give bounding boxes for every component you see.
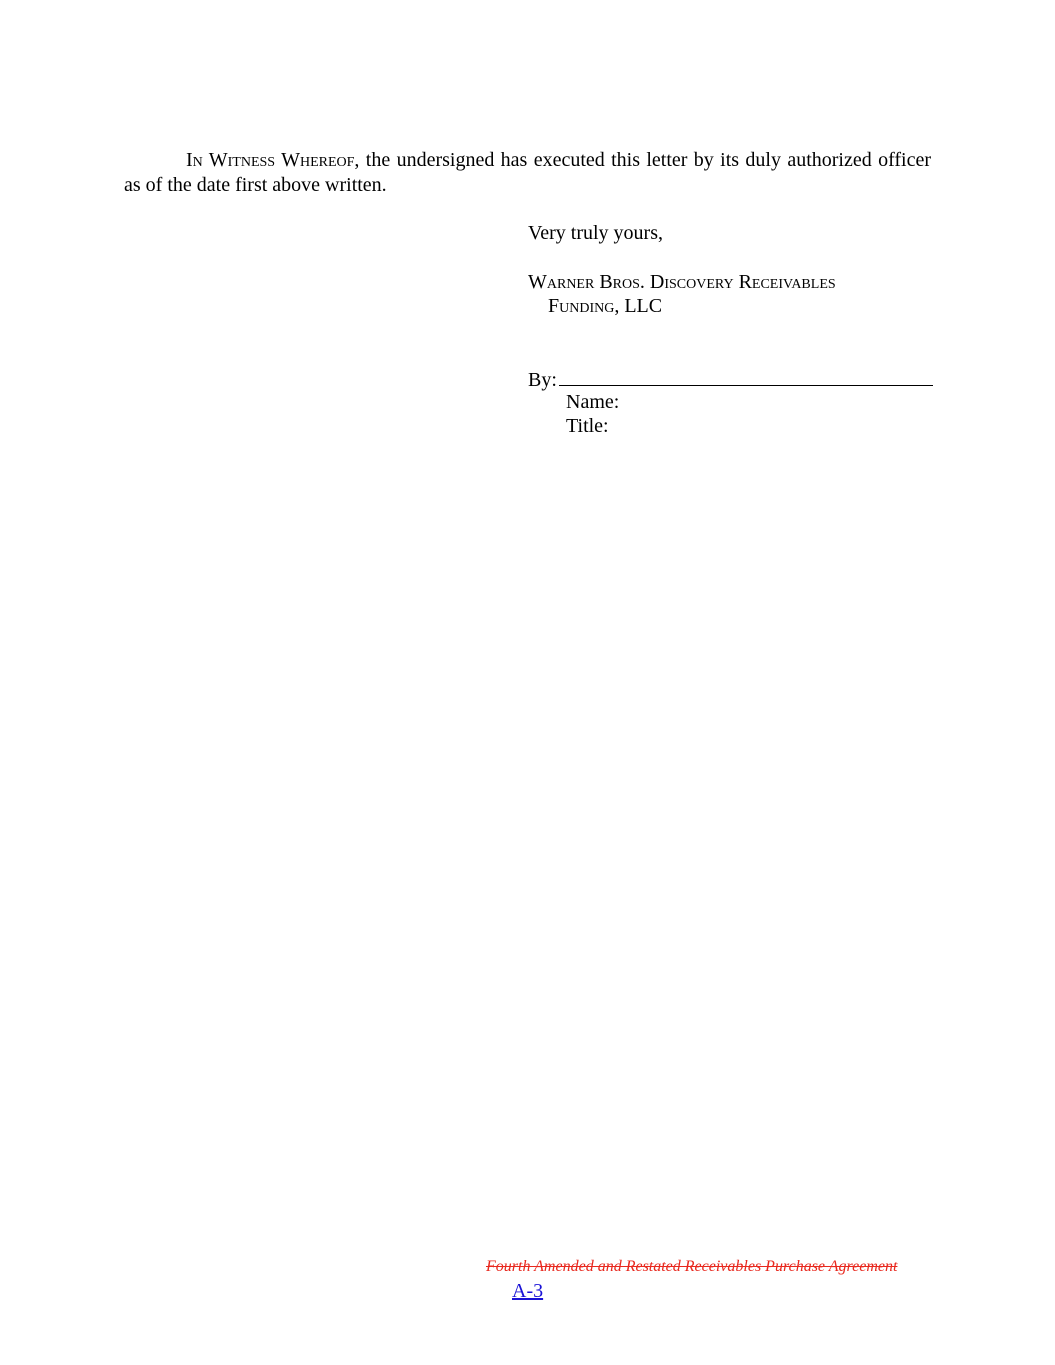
witness-lead-in: In Witness Whereof <box>186 149 355 171</box>
footer-deleted-document-title: Fourth Amended and Restated Receivables Purchase Agreement <box>486 1258 898 1275</box>
signature-rule <box>559 366 933 386</box>
title-label: Title: <box>566 415 609 437</box>
witness-clause <box>124 148 931 198</box>
by-label: By: <box>528 369 557 391</box>
company-name-line2: Funding, LLC <box>548 295 663 317</box>
name-label: Name: <box>566 391 620 413</box>
footer-page-number: A-3 <box>512 1280 544 1302</box>
signature-line <box>528 366 933 393</box>
company-name-line1: Warner Bros. Discovery Receivables <box>528 271 836 293</box>
company-name-block <box>528 270 836 318</box>
closing-salutation: Very truly yours, <box>528 222 663 244</box>
witness-body: , the undersigned has executed this letter by its duly authorized officer as of the date first above written. <box>124 149 932 196</box>
